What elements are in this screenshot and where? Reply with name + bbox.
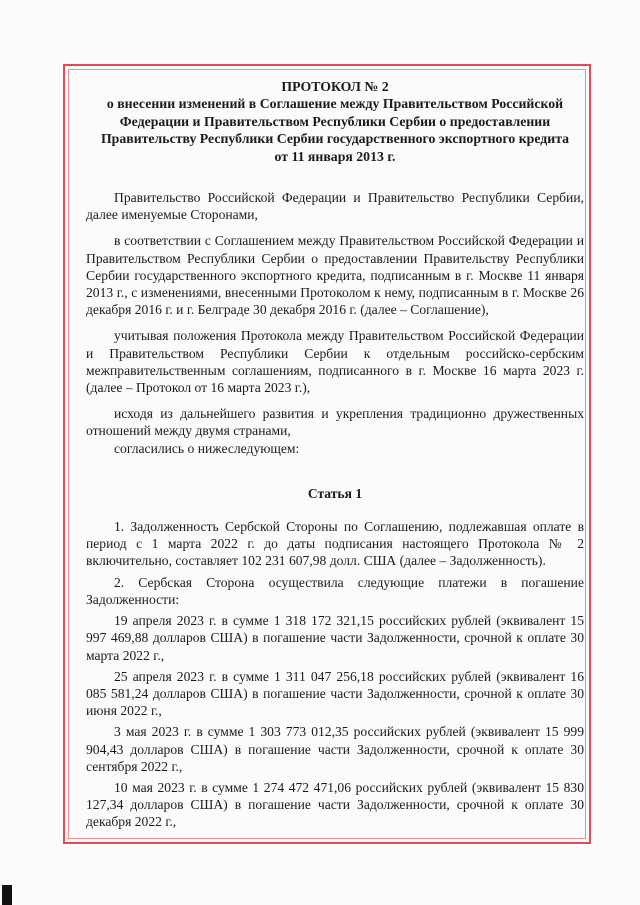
preamble-protocol-reference: учитывая положения Протокола между Правительством Российской Федерации и Правительством Республики Сербии к отдельным российско-сербским межправительственным соглашениям, подписанного в г. Москве 16 марта 2023 г. (далее – Протокол от 16 марта 2023 г.),	[86, 328, 584, 396]
title-protocol-number: ПРОТОКОЛ № 2	[281, 79, 389, 94]
document-body	[86, 78, 584, 831]
scan-edge-mark	[2, 885, 12, 905]
preamble-agreement-reference: в соответствии с Соглашением между Правительством Российской Федерации и Правительством Республики Сербии о предоставлении Правительству Республики Сербии государственного экспортного кредита, подписанным в г. Москве 11 января 2013 г., с изменениями, внесенными Протоколом к нему, подписанным в г. Москве 26 декабря 2016 г. и г. Белграде 30 декабря 2016 г. (далее – Соглашение),	[86, 233, 584, 318]
article-1-paragraph-2: 2. Сербская Сторона осуществила следующие платежи в погашение Задолженности:	[86, 574, 584, 607]
payment-item: 10 мая 2023 г. в сумме 1 274 472 471,06 российских рублей (эквивалент 15 830 127,34 долларов США) в погашение части Задолженности, срочной к оплате 30 декабря 2022 г.,	[86, 779, 584, 830]
title-subject: о внесении изменений в Соглашение между Правительством Российской Федерации и Правительством Республики Сербии о предоставлении Правительству Республики Сербии государственного экспортного кредита от 11 января 2013 г.	[100, 96, 570, 164]
preamble-parties: Правительство Российской Федерации и Правительство Республики Сербии, далее именуемые Сторонами,	[86, 190, 584, 223]
document-title	[86, 78, 584, 165]
payment-item: 19 апреля 2023 г. в сумме 1 318 172 321,15 российских рублей (эквивалент 15 997 469,88 долларов США) в погашение части Задолженности, срочной к оплате 30 марта 2022 г.,	[86, 613, 584, 663]
preamble-friendship: исходя из дальнейшего развития и укрепления традиционно дружественных отношений между двумя странами,	[86, 406, 584, 439]
article-1-heading: Статья 1	[307, 485, 363, 501]
article-1-paragraph-1: 1. Задолженность Сербской Стороны по Соглашению, подлежавшая оплате в период с 1 марта 2022 г. до даты подписания настоящего Протокола № 2 включительно, составляет 102 231 607,98 долл. США (далее – Задолженность).	[86, 519, 584, 569]
preamble-agreed: согласились о нижеследующем:	[114, 440, 300, 456]
payment-item: 25 апреля 2023 г. в сумме 1 311 047 256,18 российских рублей (эквивалент 16 085 581,24 долларов США) в погашение части Задолженности, срочной к оплате 30 июня 2022 г.,	[86, 668, 584, 719]
payment-item: 3 мая 2023 г. в сумме 1 303 773 012,35 российских рублей (эквивалент 15 999 904,43 долларов США) в погашение части Задолженности, срочной к оплате 30 сентября 2022 г.,	[86, 724, 584, 774]
